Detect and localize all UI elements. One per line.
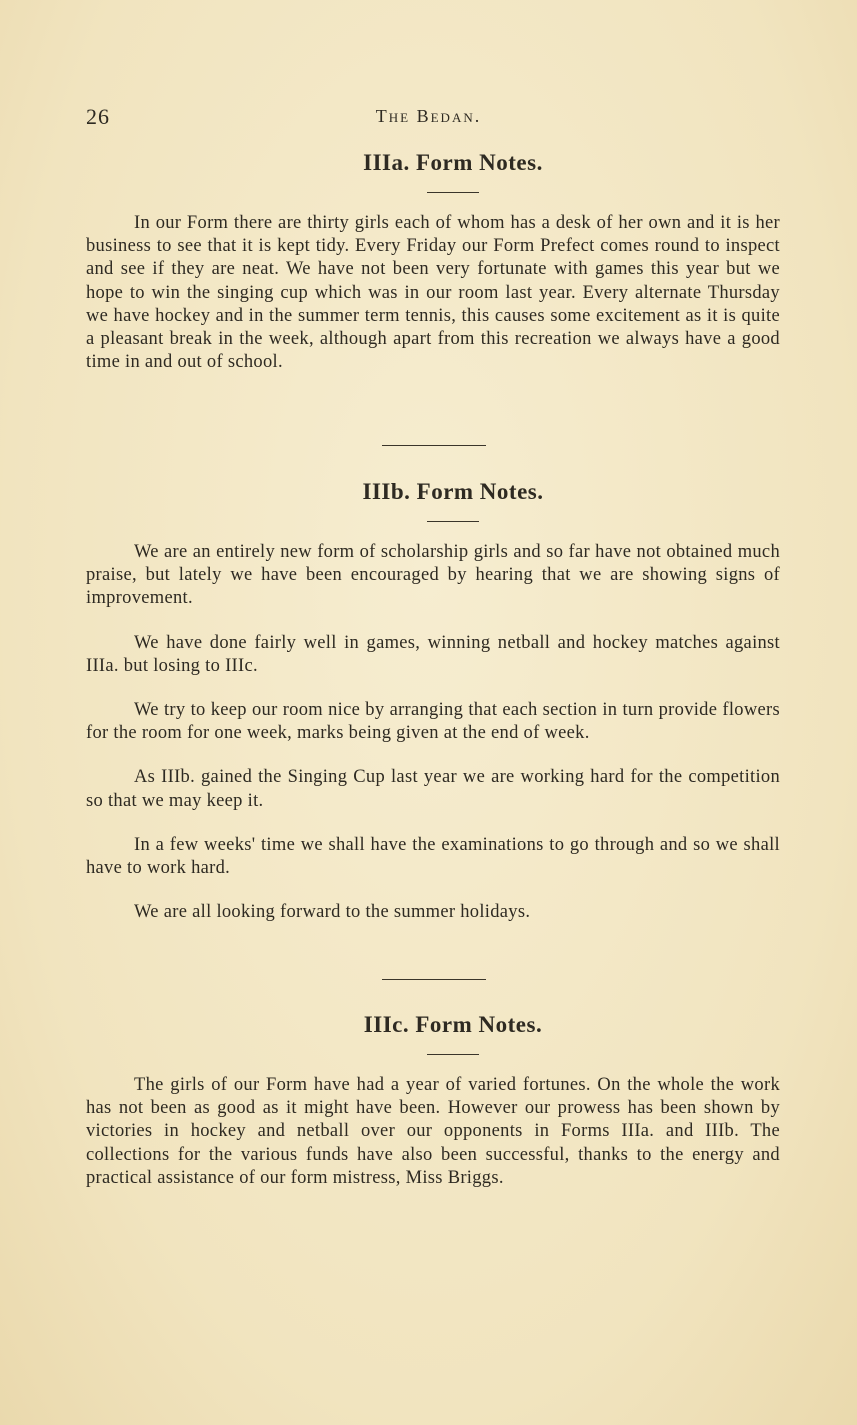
paragraph: In our Form there are thirty girls each of whom has a desk of her own and it is her business to see that it is kept tidy. Every Friday our Form Prefect comes round to inspect and see if they are neat. We have not been very fortunate with games this year but we hope to win the singing cup which was in our room last year. Every alternate Thursday we have hockey and in the summer term tennis, this causes some excitement as it is quite a pleasant break in the week, although apart from this recreation we always have a good time in and out of school.: [86, 213, 780, 373]
section-body: [86, 541, 780, 924]
heading-divider: [427, 1054, 479, 1055]
section-heading: IIIb. Form Notes.: [362, 479, 544, 504]
section-iiia: [86, 148, 780, 374]
section-iiic: [86, 1010, 780, 1190]
section-body: [86, 1074, 780, 1190]
section-heading: IIIa. Form Notes.: [363, 150, 543, 175]
section-heading: IIIc. Form Notes.: [363, 1012, 543, 1037]
section-divider: [382, 445, 486, 446]
journal-title: The Bedan.: [375, 106, 482, 126]
paragraph: We try to keep our room nice by arranging that each section in turn provide flowers for the room for one week, marks being given at the end of week.: [86, 700, 780, 744]
section-divider: [382, 979, 486, 980]
section-iiib: [86, 477, 780, 924]
paragraph: We are all looking forward to the summer holidays.: [134, 902, 531, 923]
running-head: [0, 104, 857, 134]
paragraph: The girls of our Form have had a year of varied fortunes. On the whole the work has not been as good as it might have been. However our prowess has been shown by victories in hockey and netball over our opponents in Forms IIIa. and IIIb. The collections for the various funds have also been successful, thanks to the energy and practical assistance of our form mistress, Miss Briggs.: [86, 1075, 780, 1188]
paragraph: As IIIb. gained the Singing Cup last year we are working hard for the competition so that we may keep it.: [86, 767, 780, 811]
page-number: 26: [86, 104, 110, 129]
paragraph: We are an entirely new form of scholarship girls and so far have not obtained much praise, but lately we have been encouraged by hearing that we are showing signs of improvement.: [86, 542, 780, 609]
section-body: [86, 212, 780, 374]
paragraph: We have done fairly well in games, winning netball and hockey matches against IIIa. but losing to IIIc.: [86, 632, 780, 676]
heading-divider: [427, 521, 479, 522]
paragraph: In a few weeks' time we shall have the examinations to go through and so we shall have to work hard.: [86, 834, 780, 879]
heading-divider: [427, 192, 479, 193]
